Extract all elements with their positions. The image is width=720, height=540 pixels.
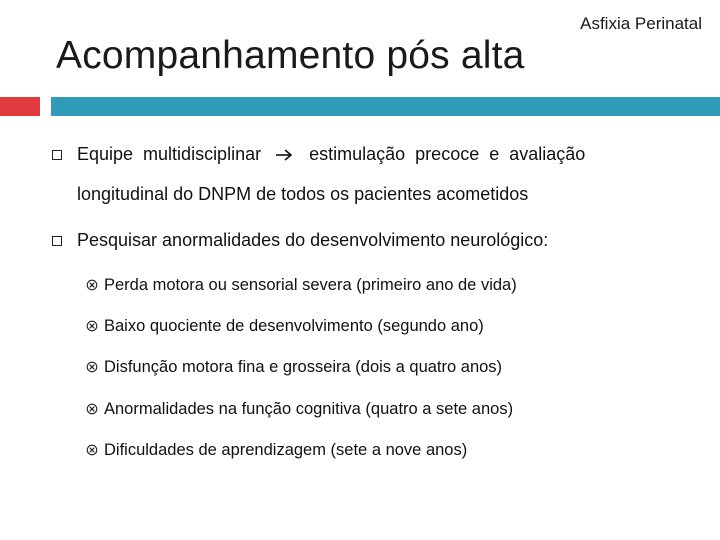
circled-x-icon <box>86 361 98 373</box>
sub-item-text: Disfunção motora fina e grosseira (dois a quatro anos) <box>104 358 503 376</box>
sub-item-text: Baixo quociente de desenvolvimento (segundo ano) <box>104 317 484 335</box>
circled-x-icon <box>86 320 98 332</box>
sub-item-text: Anormalidades na função cognitiva (quatro a sete anos) <box>104 400 514 418</box>
circled-x-icon <box>86 403 98 415</box>
bullet-continuation: longitudinal do DNPM de todos os pacientes acometidos <box>77 184 529 204</box>
slide-topic: Asfixia Perinatal <box>580 14 702 33</box>
accent-bar-red <box>0 97 40 116</box>
bullet-text: Pesquisar anormalidades do desenvolvimento neurológico: <box>77 230 549 250</box>
slide-title: Acompanhamento pós alta <box>56 34 525 77</box>
right-arrow-icon <box>275 149 293 161</box>
hollow-square-icon <box>52 150 62 160</box>
circled-x-icon <box>86 279 98 291</box>
hollow-square-icon <box>52 236 62 246</box>
sub-item-text: Perda motora ou sensorial severa (primeiro ano de vida) <box>104 276 517 294</box>
bullet-line <box>77 142 585 166</box>
bullet-text-part1: Equipe multidisciplinar <box>77 144 262 164</box>
circled-x-icon <box>86 444 98 456</box>
bullet-text-part2: estimulação precoce e avaliação <box>309 144 586 164</box>
sub-item-text: Dificuldades de aprendizagem (sete a nove anos) <box>104 441 468 459</box>
accent-bar-blue <box>51 97 720 116</box>
